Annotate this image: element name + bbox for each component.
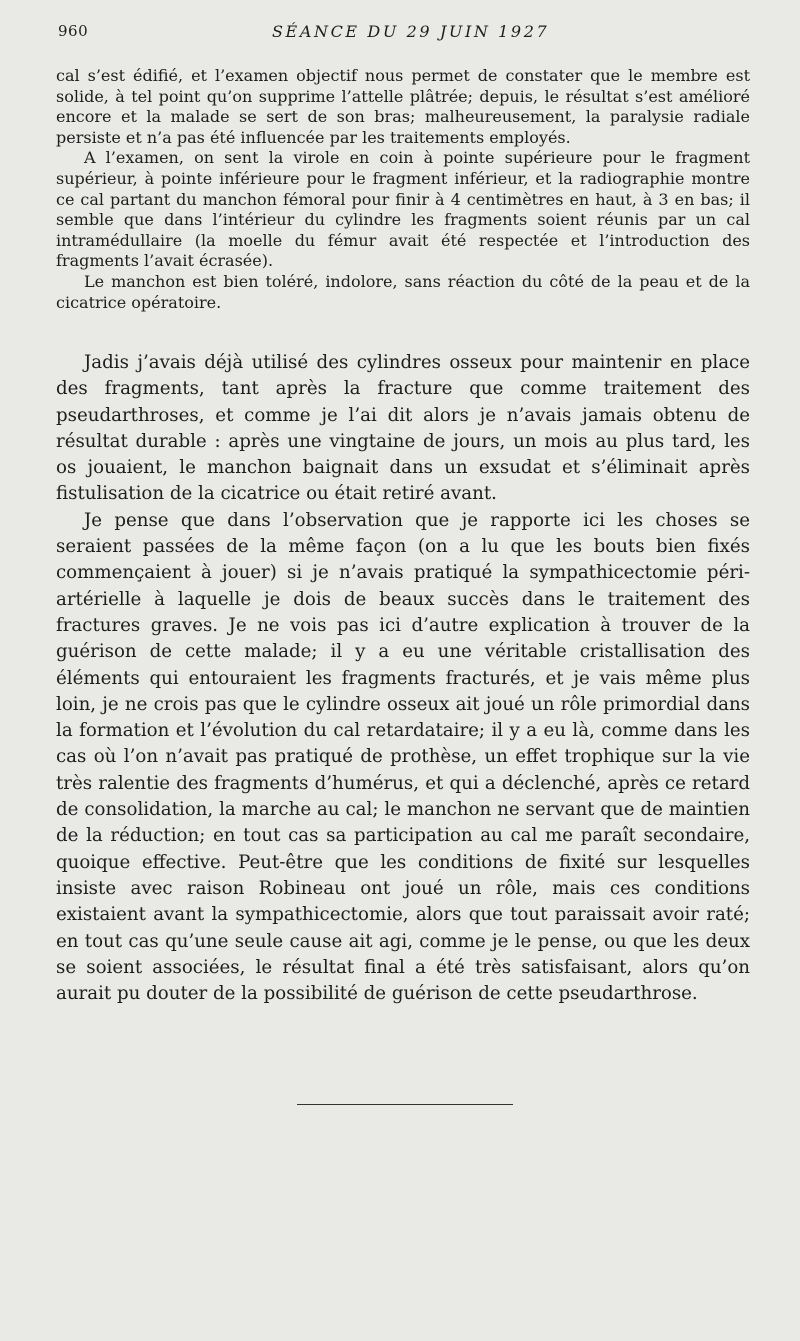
- section-end-rule: [297, 1104, 513, 1105]
- paragraph: Le manchon est bien toléré, indolore, sans réaction du côté de la peau et de la cicatrice opératoire.: [56, 271, 750, 312]
- page-number: 960: [58, 22, 89, 40]
- running-title: SÉANCE DU 29 JUIN 1927: [272, 22, 550, 41]
- paragraph: cal s’est édifié, et l’examen objectif nous permet de constater que le membre est solide, à tel point qu’on supprime l’attelle plâtrée; depuis, le résultat s’est amélioré encore et la malade se sert de son bras; malheureusement, la paralysie radiale persiste et n’a pas été influencée par les traitements employés.: [56, 66, 750, 147]
- paragraph: Je pense que dans l’observation que je rapporte ici les choses se seraient passées de la même façon (on a lu que les bouts bien fixés commençaient à jouer) si je n’avais pratiqué la sympathicectomie péri-artérielle à laquelle je dois de beaux succès dans le traitement des fractures graves. Je ne vois pas ici d’autre explication à trouver de la guérison de cette malade; il y a eu une véritable cristallisation des éléments qui entouraient les fragments fracturés, et je vais même plus loin, je ne crois pas que le cylindre osseux ait joué un rôle primordial dans la formation et l’évolution du cal retardataire; il y a eu là, comme dans les cas où l’on n’avait pas pratiqué de prothèse, un effet trophique sur la vie très ralentie des fragments d’humérus, et qui a déclenché, après ce retard de consolidation, la marche au cal; le manchon ne servant que de maintien de la réduction; en tout cas sa participation au cal me paraît secondaire, quoique effective. Peut-être que les conditions de fixité sur lesquelles insiste avec raison Robineau ont joué un rôle, mais ces conditions existaient avant la sympathicectomie, alors que tout paraissait avoir raté; en tout cas qu’une seule cause ait agi, comme je le pense, ou que les deux se soient associées, le résultat final a été très satisfaisant, alors qu’on aurait pu douter de la possibilité de guérison de cette pseudarthrose.: [56, 509, 750, 1005]
- paragraph: Jadis j’avais déjà utilisé des cylindres osseux pour maintenir en place des fragments, tant après la fracture que comme traitement des pseudarthroses, et comme je l’ai dit alors je n’avais jamais obtenu de résultat durable : après une vingtaine de jours, un mois au plus tard, les os jouaient, le manchon baignait dans un exsudat et s’éliminait après fistulisation de la cicatrice ou était retiré avant.: [56, 352, 750, 505]
- page-header: [58, 22, 738, 44]
- paragraph: A l’examen, on sent la virole en coin à pointe supérieure pour le fragment supérieur, à pointe inférieure pour le fragment inférieur, et la radiographie montre ce cal partant du manchon fémoral pour finir à 4 centimètres en haut, à 3 en bas; il semble que dans l’intérieur du cylindre les fragments soient réunis par un cal intramédullaire (la moelle du fémur avait été respectée et l’introduction des fragments l’avait écrasée).: [56, 148, 750, 271]
- discussion-text: [56, 350, 750, 1007]
- observation-text: [56, 66, 750, 313]
